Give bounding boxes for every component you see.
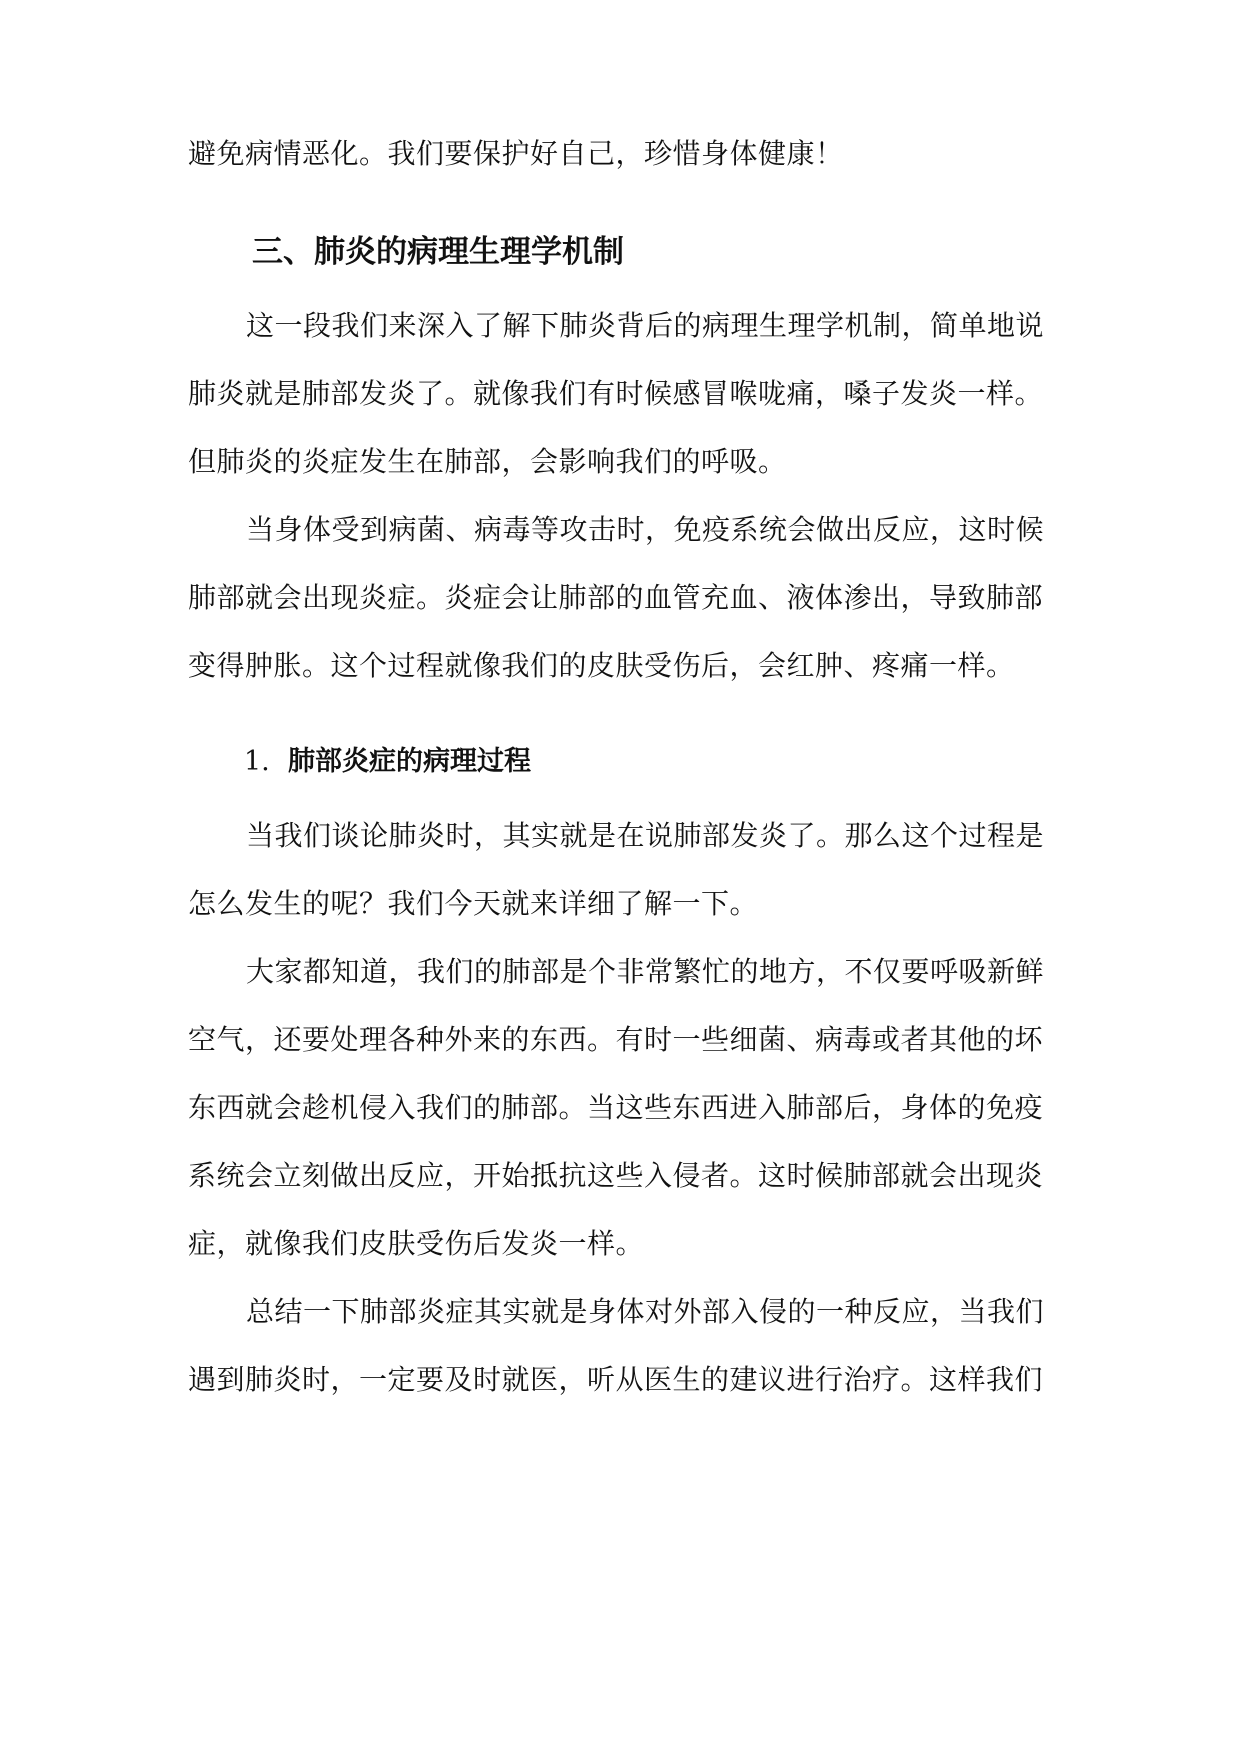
text-line: 这一段我们来深入了解下肺炎背后的病理生理学机制，简单地说 bbox=[246, 309, 1045, 342]
text-line: 变得肿胀。这个过程就像我们的皮肤受伤后，会红肿、疼痛一样。 bbox=[188, 649, 1015, 682]
subsection-heading bbox=[244, 742, 531, 782]
text-line: 症，就像我们皮肤受伤后发炎一样。 bbox=[188, 1227, 645, 1260]
text-line: 遇到肺炎时，一定要及时就医，听从医生的建议进行治疗。这样我们 bbox=[188, 1363, 1044, 1396]
text-line: 东西就会趁机侵入我们的肺部。当这些东西进入肺部后，身体的免疫 bbox=[188, 1091, 1044, 1124]
text-line: 当身体受到病菌、病毒等攻击时，免疫系统会做出反应，这时候 bbox=[246, 513, 1045, 546]
subsection-number: 1. bbox=[244, 746, 270, 777]
text-line: 总结一下肺部炎症其实就是身体对外部入侵的一种反应，当我们 bbox=[246, 1295, 1045, 1328]
section-heading: 三、肺炎的病理生理学机制 bbox=[252, 234, 624, 270]
text-line: 系统会立刻做出反应，开始抵抗这些入侵者。这时候肺部就会出现炎 bbox=[188, 1159, 1044, 1192]
text-line: 大家都知道，我们的肺部是个非常繁忙的地方，不仅要呼吸新鲜 bbox=[246, 955, 1045, 988]
text-line: 怎么发生的呢？我们今天就来详细了解一下。 bbox=[188, 887, 759, 920]
text-line: 空气，还要处理各种外来的东西。有时一些细菌、病毒或者其他的坏 bbox=[188, 1023, 1044, 1056]
text-line: 但肺炎的炎症发生在肺部，会影响我们的呼吸。 bbox=[188, 445, 787, 478]
text-line: 肺部就会出现炎症。炎症会让肺部的血管充血、液体渗出，导致肺部 bbox=[188, 581, 1044, 614]
text-line: 肺炎就是肺部发炎了。就像我们有时候感冒喉咙痛，嗓子发炎一样。 bbox=[188, 377, 1044, 410]
subsection-title: 肺部炎症的病理过程 bbox=[288, 746, 531, 777]
text-line: 当我们谈论肺炎时，其实就是在说肺部发炎了。那么这个过程是 bbox=[246, 819, 1045, 852]
text-line: 避免病情恶化。我们要保护好自己，珍惜身体健康！ bbox=[188, 137, 844, 170]
